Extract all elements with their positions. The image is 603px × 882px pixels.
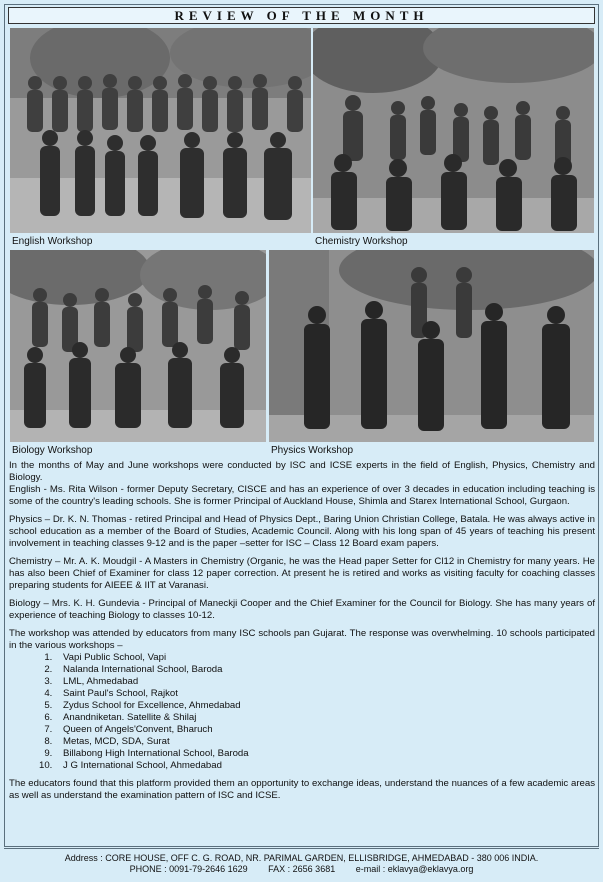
- chemistry-workshop-photo: [313, 28, 594, 233]
- english-workshop-photo: [10, 28, 311, 233]
- list-item: 8. Metas, MCD, SDA, Surat: [55, 736, 595, 748]
- list-item: 2. Nalanda International School, Baroda: [55, 664, 595, 676]
- list-item: 10. J G International School, Ahmedabad: [55, 760, 595, 772]
- footer-fax: FAX : 2656 3681: [268, 864, 336, 874]
- list-item: 5. Zydus School for Excellence, Ahmedabad: [55, 700, 595, 712]
- list-item: 7. Queen of Angels'Convent, Bharuch: [55, 724, 595, 736]
- footer-email: e-mail : eklavya@eklavya.org: [355, 864, 474, 874]
- list-item: 1. Vapi Public School, Vapi: [55, 652, 595, 664]
- list-item: 6. Anandniketan. Satellite & Shilaj: [55, 712, 595, 724]
- biology-workshop-caption: Biology Workshop: [12, 445, 93, 456]
- list-item: 4. Saint Paul's School, Rajkot: [55, 688, 595, 700]
- article-body: [9, 460, 595, 808]
- closing-paragraph: The educators found that this platform provided them an opportunity to exchange ideas, understand the nuances of a few academic areas as well as understand the examination pattern of ISC and ICSE.: [9, 778, 595, 801]
- chemistry-workshop-caption: Chemistry Workshop: [315, 236, 408, 247]
- page-title: REVIEW OF THE MONTH: [8, 7, 595, 24]
- footer: [4, 848, 599, 878]
- list-item: 9. Billabong High International School, Baroda: [55, 748, 595, 760]
- biology-paragraph: Biology – Mrs. K. H. Gundevia - Principal of Maneckji Cooper and the Chief Examiner for the Council for Biology. She has many years of experience of teaching Biology to classes 10-12.: [9, 598, 595, 621]
- biology-workshop-photo: [10, 250, 266, 442]
- physics-workshop-photo: [269, 250, 594, 442]
- attendance-paragraph: The workshop was attended by educators from many ISC schools pan Gujarat. The response was overwhelming. 10 schools participated in the various workshops –: [9, 628, 595, 651]
- english-workshop-caption: English Workshop: [12, 236, 93, 247]
- footer-contact: [4, 864, 599, 875]
- physics-paragraph: Physics – Dr. K. N. Thomas - retired Principal and Head of Physics Dept., Baring Union Christian College, Batala. He was always active in school education as a member of the Board of Studies, Academic Council. Along with his long span of 45 years of teaching his present involvement in teaching classes 9-12 and is the paper –setter for ISC – Class 12 Board exam papers.: [9, 514, 595, 549]
- intro-paragraph: In the months of May and June workshops were conducted by ISC and ICSE experts in the field of English, Physics, Chemistry and Biology.: [9, 460, 595, 483]
- chemistry-paragraph: Chemistry – Mr. A. K. Moudgil - A Masters in Chemistry (Organic, he was the Head paper Setter for Cl12 in Chemistry for many years. He has also been Chief of Examiner for class 12 paper correction. At present he is retired and works as visiting faculty for coaching classes preparing students for AIEEE & IIT at Varanasi.: [9, 556, 595, 591]
- footer-address: Address : CORE HOUSE, OFF C. G. ROAD, NR. PARIMAL GARDEN, ELLISBRIDGE, AHMEDABAD - 380 006 INDIA.: [64, 853, 539, 863]
- physics-workshop-caption: Physics Workshop: [271, 445, 354, 456]
- english-paragraph: English - Ms. Rita Wilson - former Deputy Secretary, CISCE and has an experience of over 3 decades in education including teaching is some of the country's leading schools. She is former Principal of Auckland House, Shimla and Starex International School, Gurgaon.: [9, 484, 595, 507]
- footer-phone: PHONE : 0091-79-2646 1629: [129, 864, 248, 874]
- schools-list: [9, 652, 595, 772]
- list-item: 3. LML, Ahmedabad: [55, 676, 595, 688]
